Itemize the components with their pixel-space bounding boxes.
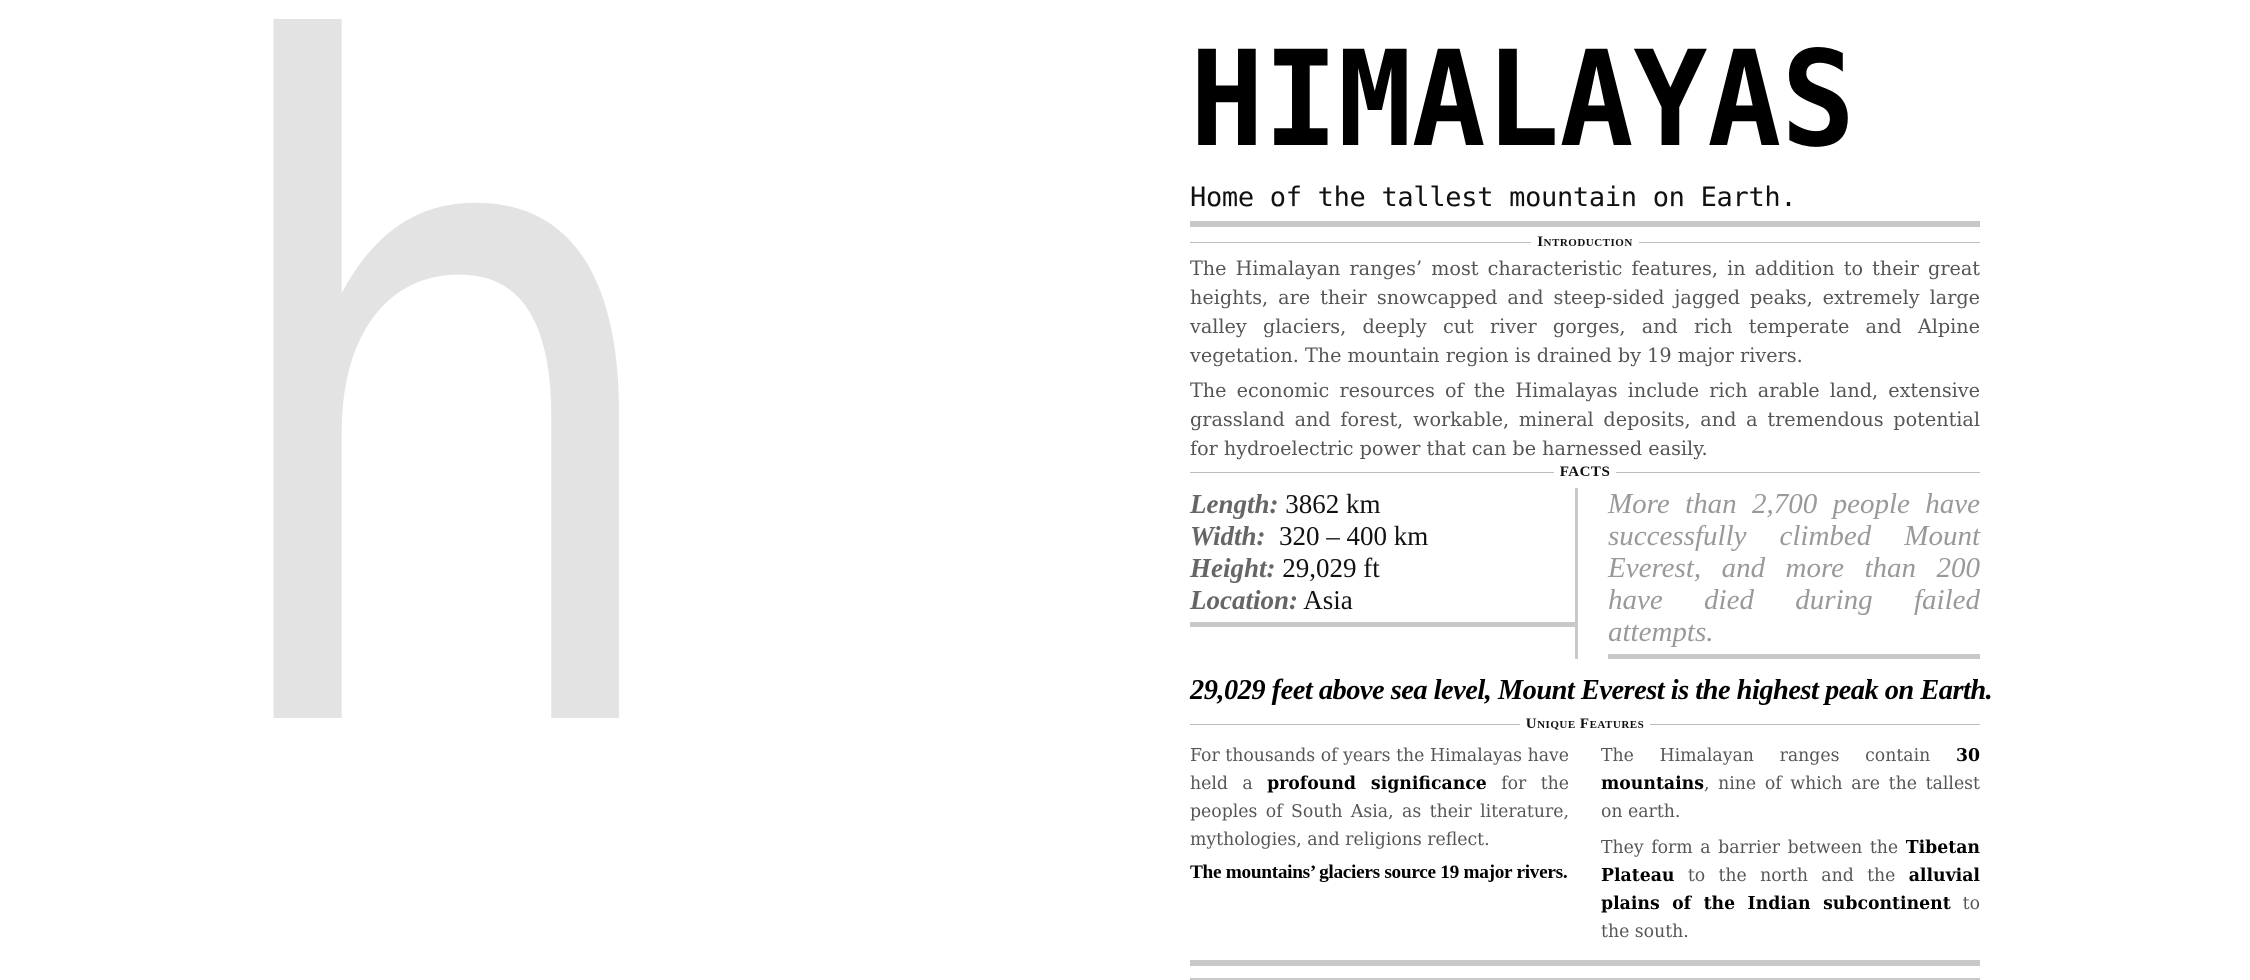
fact-value: 3862 km [1285, 489, 1381, 519]
text-run: to the north and the [1674, 866, 1909, 886]
section-heading-label: Introduction [1537, 234, 1633, 250]
divider-rule [1190, 221, 1980, 227]
section-heading-introduction [1190, 235, 1980, 250]
fact-item [1190, 552, 1575, 584]
text-run: The Himalayan ranges contain [1601, 746, 1956, 766]
unique-features-right-column [1601, 742, 1980, 946]
section-heading-label: FACTS [1559, 464, 1611, 480]
fact-item [1190, 584, 1575, 616]
page-subtitle: Home of the tallest mountain on Earth. [1190, 182, 1797, 213]
divider-rule [1608, 654, 1980, 659]
text-run: for the peoples of South Asia, as their literature, mythologies, and religions reflect. [1190, 774, 1569, 850]
fact-item [1190, 520, 1575, 552]
fact-item [1190, 488, 1575, 520]
fact-value: 29,029 ft [1282, 553, 1380, 583]
facts-quote-box [1578, 488, 1980, 659]
facts-quote: More than 2,700 people have successfully climbed Mount Everest, and more than 200 have died during failed attempts. [1608, 488, 1980, 648]
feature-paragraph [1601, 834, 1980, 946]
fact-label: Length: [1190, 489, 1279, 519]
facts-list [1190, 488, 1578, 659]
text-run: , nine of which are the tallest on earth. [1601, 774, 1980, 822]
section-heading-label: Unique Features [1525, 716, 1645, 732]
divider-rule [1190, 960, 1980, 966]
emphasis-text: 30 mountains [1601, 746, 1980, 794]
fact-label: Width: [1190, 521, 1266, 551]
feature-paragraph [1601, 742, 1980, 826]
facts-section [1190, 488, 1980, 659]
emphasis-text: Tibetan Plateau [1601, 838, 1980, 886]
introduction-section [1190, 254, 1980, 463]
divider-rule [1190, 622, 1575, 627]
emphasis-text: alluvial plains of the Indian subcontinent [1601, 866, 1980, 914]
unique-features-section [1190, 742, 1980, 946]
text-run: They form a barrier between the [1601, 838, 1906, 858]
everest-headline: 29,029 feet above sea level, Mount Everest is the highest peak on Earth. [1190, 675, 1993, 706]
text-run: to the south. [1601, 894, 1980, 942]
text-run: For thousands of years the Himalayas have held a [1190, 746, 1569, 794]
glaciers-callout: The mountains’ glaciers source 19 major rivers. [1190, 862, 1568, 883]
fact-label: Height: [1190, 553, 1276, 583]
page-title: HIMALAYAS [1190, 23, 1856, 177]
section-heading-facts [1190, 465, 1980, 480]
feature-paragraph [1190, 742, 1569, 854]
intro-paragraph: The economic resources of the Himalayas include rich arable land, extensive grassland and forest, workable, mineral deposits, and a tremendous potential for hydroelectric power that can be harnessed easily. [1190, 379, 1980, 460]
fact-value: Asia [1303, 585, 1353, 615]
fact-label: Location: [1190, 585, 1298, 615]
fact-value: 320 – 400 km [1279, 521, 1429, 551]
unique-features-left-column [1190, 742, 1569, 946]
emphasis-text: profound significance [1267, 774, 1487, 794]
section-heading-unique-features [1190, 717, 1980, 732]
article-panel [1190, 23, 1993, 980]
decorative-letter-h: h [205, 0, 684, 935]
intro-paragraph: The Himalayan ranges’ most characteristic features, in addition to their great heights, are their snowcapped and steep-sided jagged peaks, extremely large valley glaciers, deeply cut river gorges, and rich temperate and Alpine vegetation. The mountain region is drained by 19 major rivers. [1190, 257, 1980, 367]
